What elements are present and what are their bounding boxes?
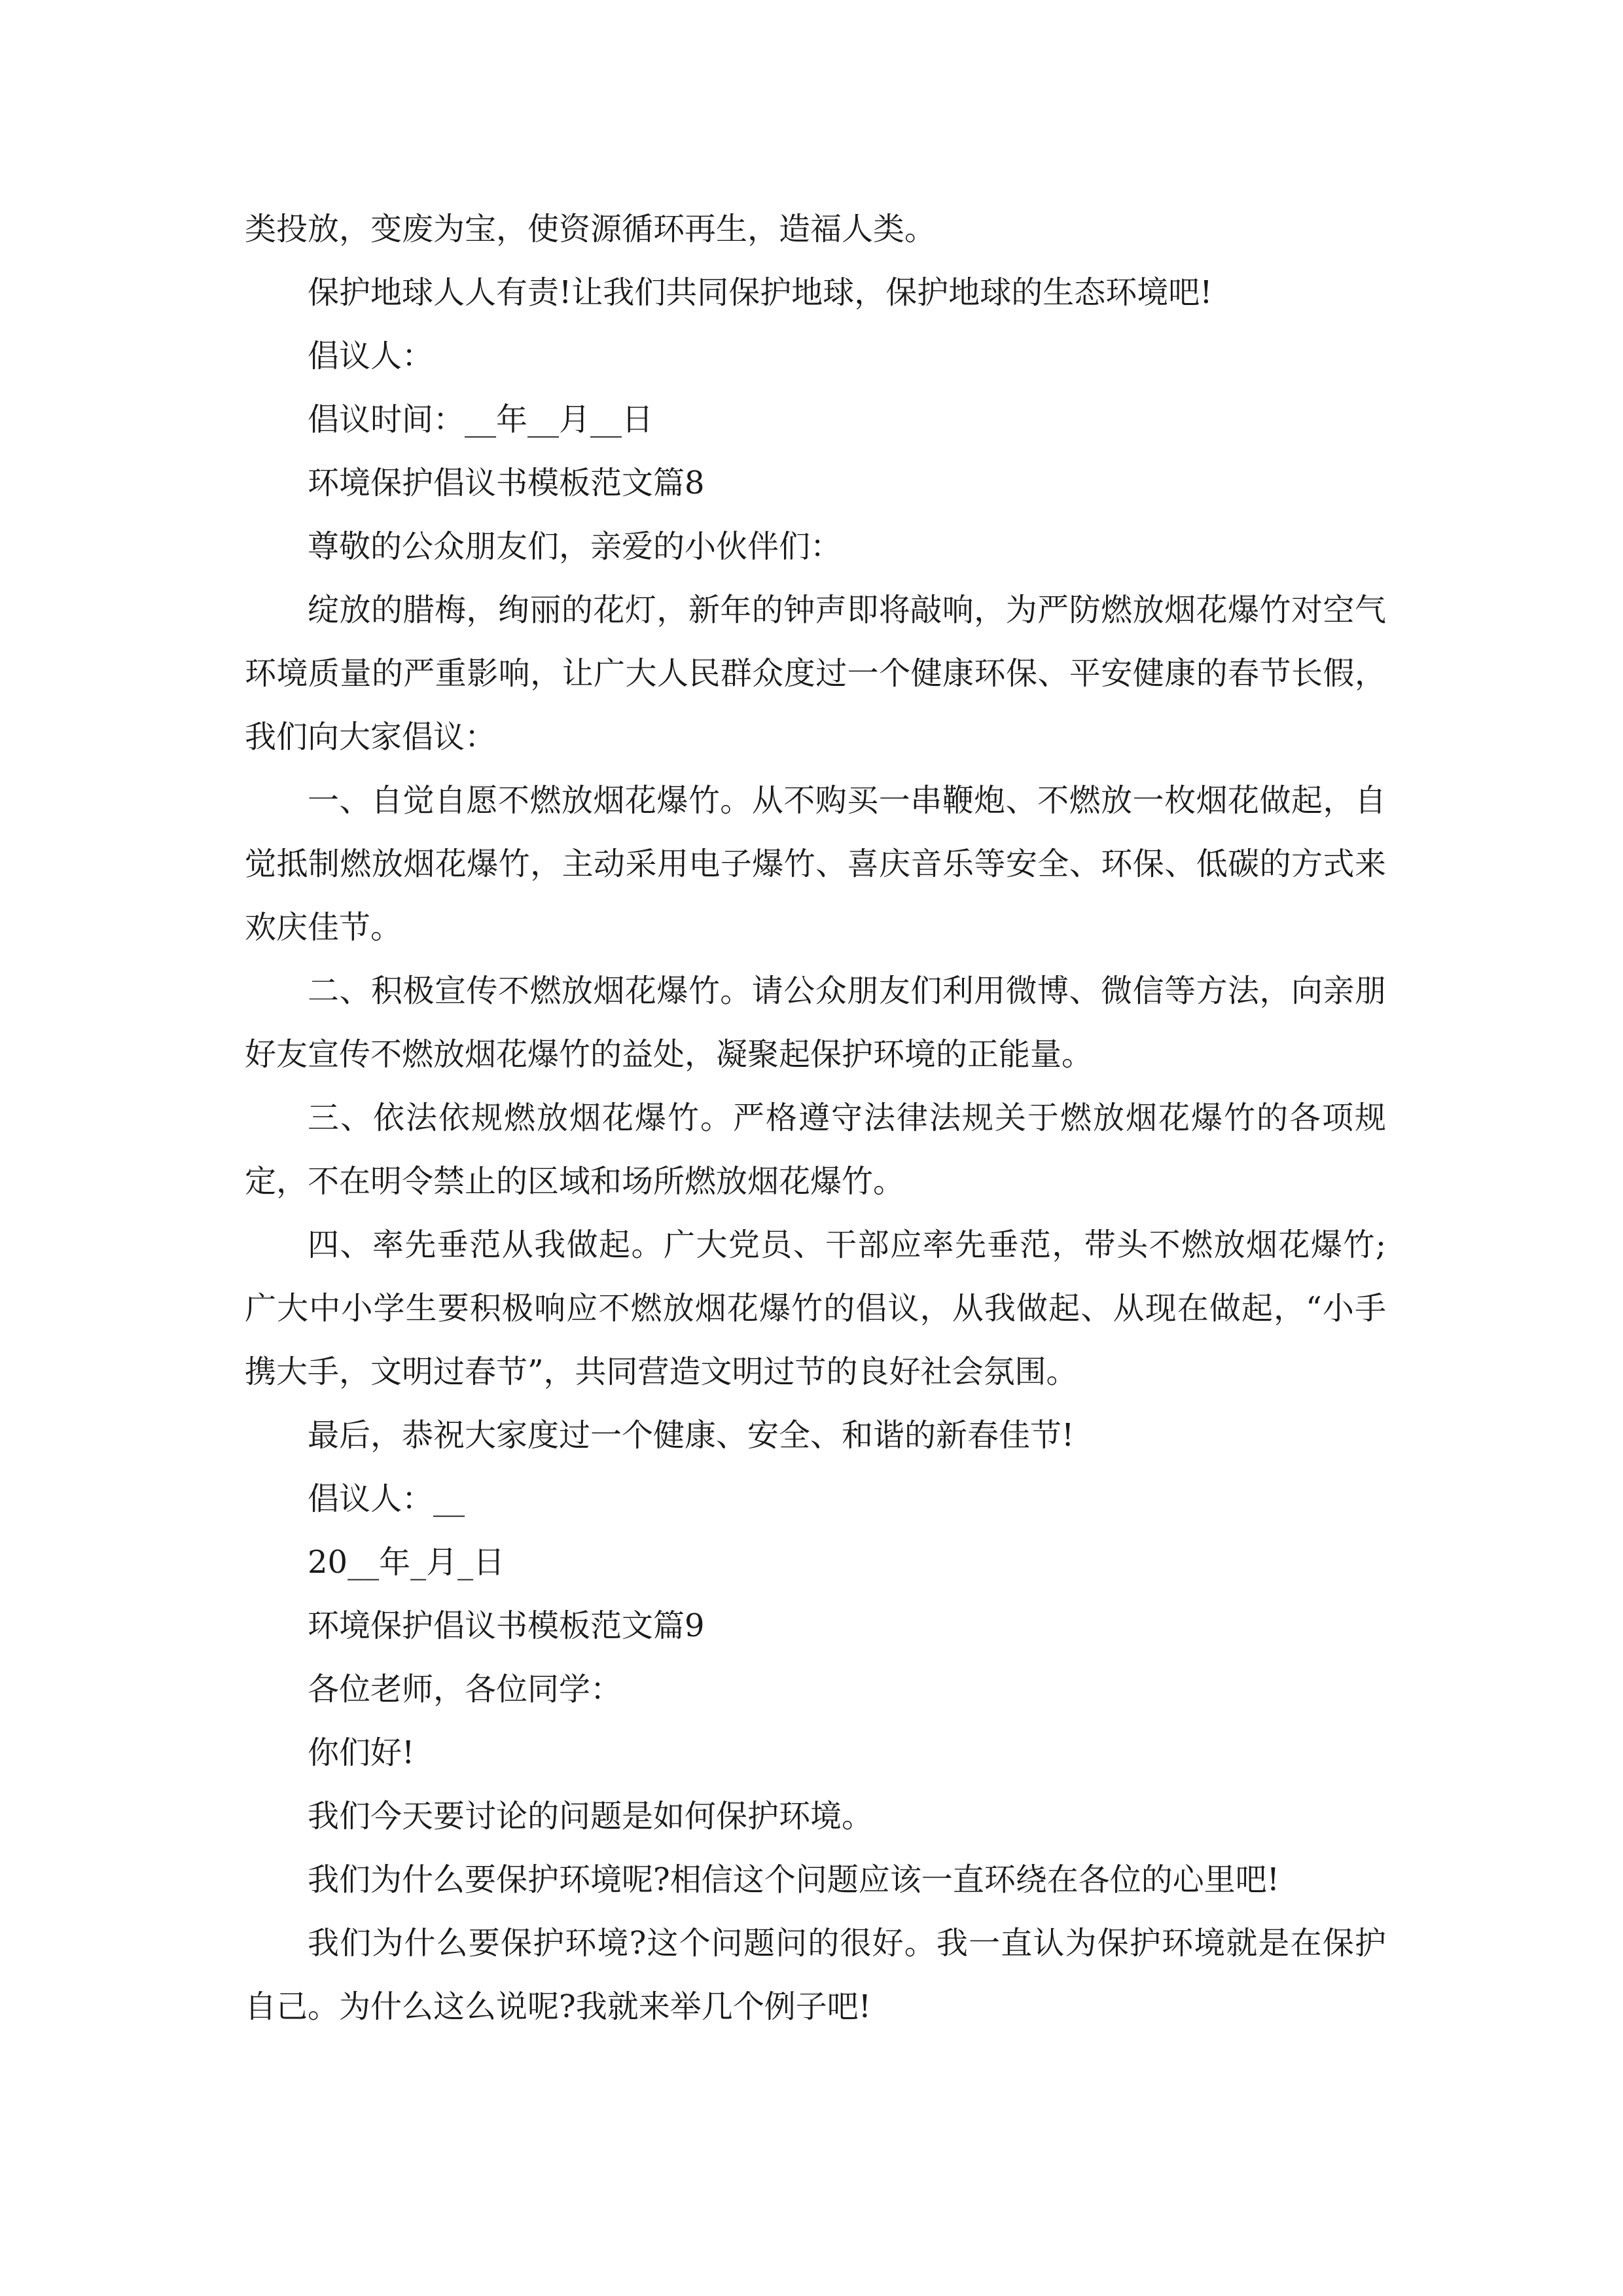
signature-line: 倡议人： xyxy=(308,338,434,374)
paragraph: 我们为什么要保护环境?这个问题问的很好。我一直认为保护环境就是在保护自己。为什么这么说呢?我就来举几个例子吧! xyxy=(245,1925,1386,2025)
paragraph-continuation: 类投放，变废为宝，使资源循环再生，造福人类。 xyxy=(245,211,936,247)
section-heading: 环境保护倡议书模板范文篇9 xyxy=(308,1607,705,1644)
paragraph: 一、自觉自愿不燃放烟花爆竹。从不购买一串鞭炮、不燃放一枚烟花做起，自觉抵制燃放烟花爆竹，主动采用电子爆竹、喜庆音乐等安全、环保、低碳的方式来欢庆佳节。 xyxy=(245,782,1386,946)
paragraph: 保护地球人人有责!让我们共同保护地球，保护地球的生态环境吧! xyxy=(308,274,1213,311)
paragraph: 我们今天要讨论的问题是如何保护环境。 xyxy=(308,1798,874,1835)
section-heading: 环境保护倡议书模板范文篇8 xyxy=(308,465,705,501)
paragraph: 二、积极宣传不燃放烟花爆竹。请公众朋友们利用微博、微信等方法，向亲朋好友宣传不燃放烟花爆竹的益处，凝聚起保护环境的正能量。 xyxy=(245,973,1386,1073)
paragraph: 三、依法依规燃放烟花爆竹。严格遵守法律法规关于燃放烟花爆竹的各项规定，不在明令禁止的区域和场所燃放烟花爆竹。 xyxy=(245,1100,1386,1200)
salutation: 各位老师，各位同学： xyxy=(308,1671,622,1708)
greeting: 你们好! xyxy=(308,1734,415,1771)
paragraph: 我们为什么要保护环境呢?相信这个问题应该一直环绕在各位的心里吧! xyxy=(308,1861,1280,1898)
signature-line: 倡议人：__ xyxy=(308,1480,465,1517)
salutation: 尊敬的公众朋友们，亲爱的小伙伴们： xyxy=(308,528,842,565)
date-line: 20__年_月_日 xyxy=(308,1544,505,1581)
paragraph: 绽放的腊梅，绚丽的花灯，新年的钟声即将敲响，为严防燃放烟花爆竹对空气环境质量的严重影响，让广大人民群众度过一个健康环保、平安健康的春节长假，我们向大家倡议： xyxy=(245,592,1386,755)
paragraph: 最后，恭祝大家度过一个健康、安全、和谐的新春佳节! xyxy=(308,1417,1075,1454)
date-line: 倡议时间：__年__月__日 xyxy=(308,401,654,438)
document-body xyxy=(245,198,1386,2039)
paragraph: 四、率先垂范从我做起。广大党员、干部应率先垂范，带头不燃放烟花爆竹;广大中小学生要积极响应不燃放烟花爆竹的倡议，从我做起、从现在做起，“小手携大手，文明过春节”，共同营造文明过节的良好社会氛围。 xyxy=(245,1227,1386,1390)
